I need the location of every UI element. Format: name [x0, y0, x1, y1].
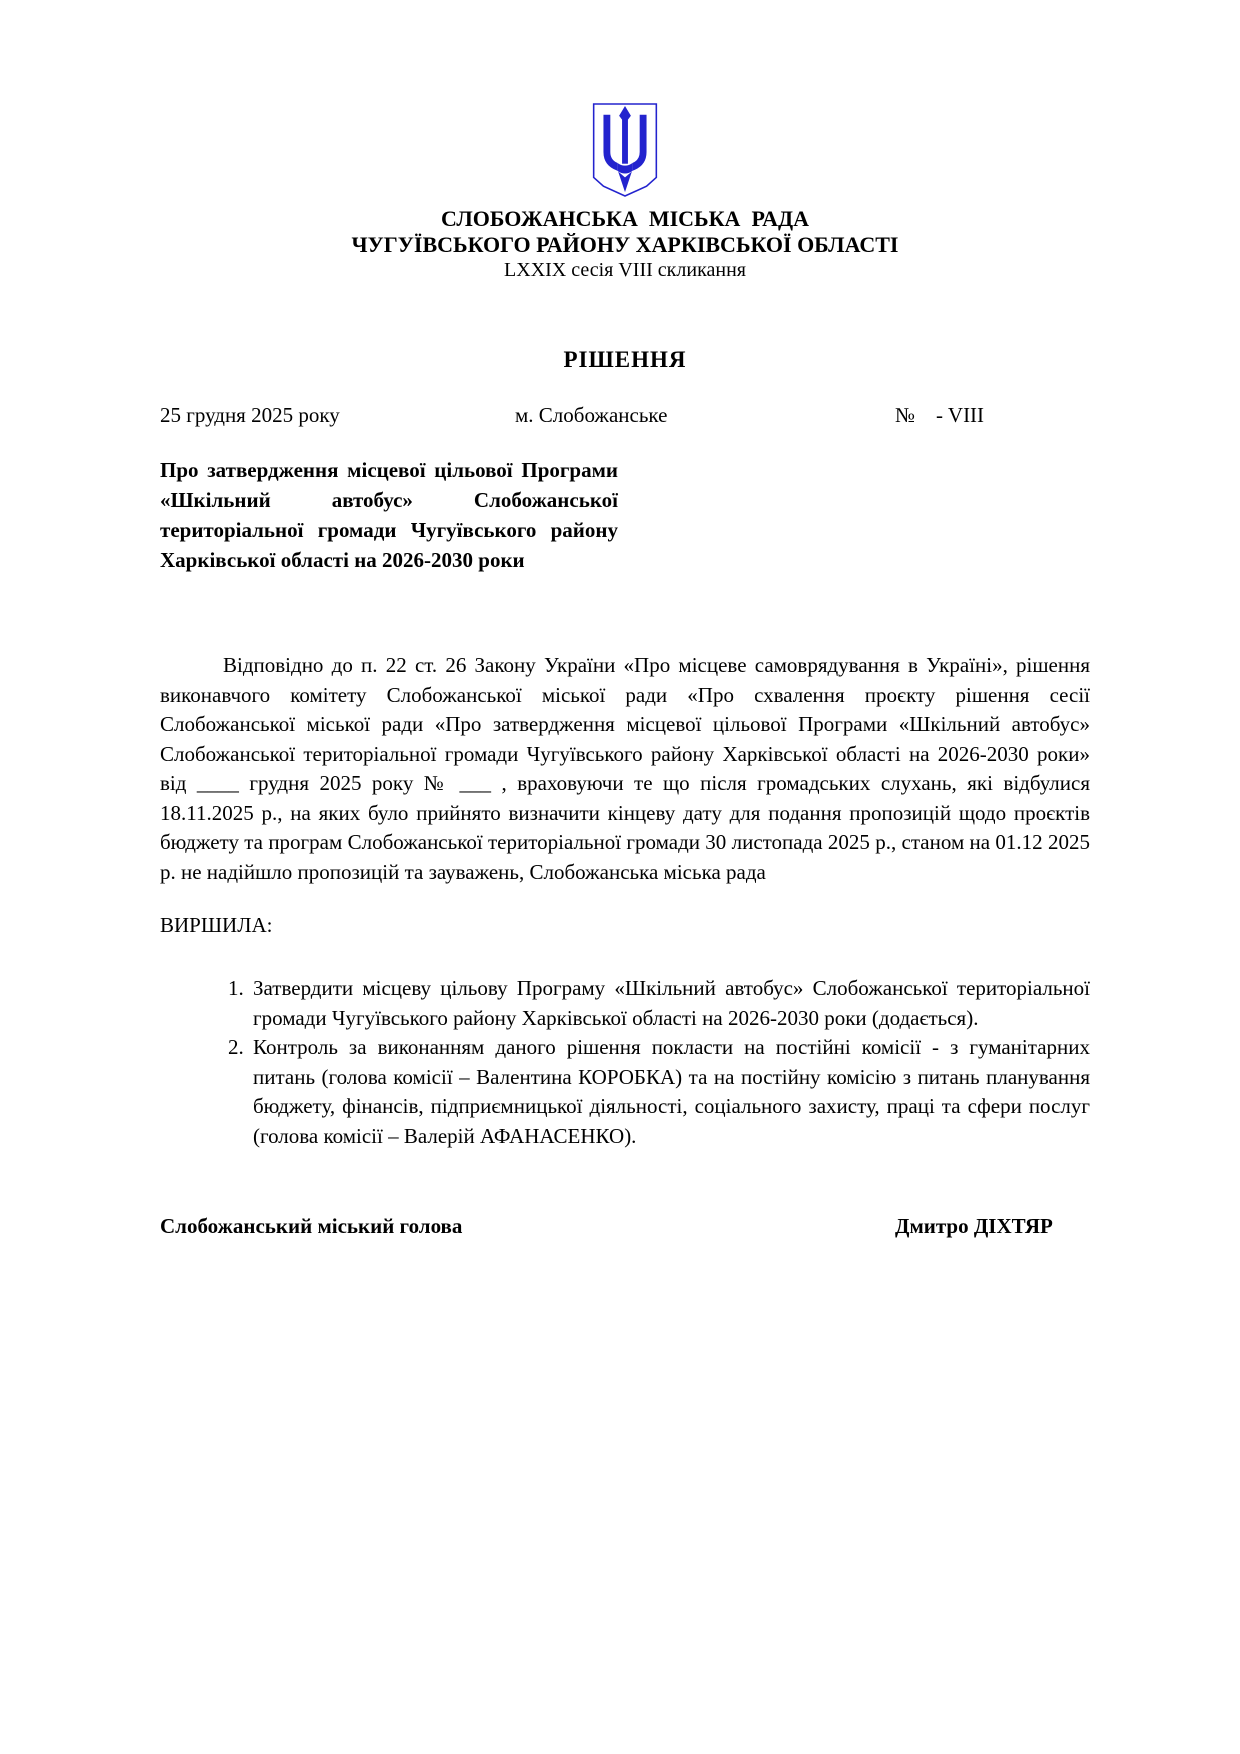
dateline-row [160, 402, 1090, 429]
list-item-text: Затвердити місцеву цільову Програму «Шкільний автобус» Слобожанської територіальної громади Чугуївського району Харківської області на 2026-2030 роки (додається). [253, 976, 1090, 1030]
document-place: м. Слобожанське [515, 403, 668, 427]
council-region: ЧУГУЇВСЬКОГО РАЙОНУ ХАРКІВСЬКОЇ ОБЛАСТІ [351, 232, 899, 257]
session-info: LXXIX сесія VIII скликання [504, 259, 746, 281]
document-number: № - VIII [895, 403, 985, 427]
list-item-text: Контроль за виконанням даного рішення покласти на постійні комісії - з гуманітарних питань (голова комісії – Валентина КОРОБКА) та на постійну комісію з питань планування бюджету, фінансів, підприємницької діяльності, соціального захисту, праці та сфери послуг (голова комісії – Валерій АФАНАСЕНКО). [253, 1035, 1090, 1148]
signer-name: Дмитро ДІХТЯР [895, 1214, 1053, 1238]
list-item [160, 1033, 1090, 1151]
signer-title: Слобожанський міський голова [160, 1214, 463, 1238]
subject-title: Про затвердження місцевої цільової Програми «Шкільний автобус» Слобожанської територіальної громади Чугуївського району Харківської області на 2026-2030 роки [160, 458, 618, 572]
signature-row [160, 1213, 1090, 1240]
list-item [160, 974, 1090, 1033]
council-name: СЛОБОЖАНСЬКА МІСЬКА РАДА [441, 206, 809, 231]
ukraine-trident-emblem-icon [584, 103, 666, 197]
document-type-title: РІШЕННЯ [563, 347, 687, 372]
document-date: 25 грудня 2025 року [160, 403, 340, 427]
resolution-items-list [160, 974, 1090, 1151]
body-paragraph: Відповідно до п. 22 ст. 26 Закону України «Про місцеве самоврядування в Україні», рішення виконавчого комітету Слобожанської міської ради «Про схвалення проєкту рішення сесії Слобожанської міської ради «Про затвердження місцевої цільової Програми «Шкільний автобус» Слобожанської територіальної громади Чугуївського району Харківської області на 2026-2030 роки» від ____ грудня 2025 року № ___ , враховуючи те що після громадських слухань, які відбулися 18.11.2025 р., на яких було прийнято визначити кінцеву дату для подання пропозицій щодо проєктів бюджету та програм Слобожанської територіальної громади 30 листопада 2025 р., станом на 01.12 2025 р. не надійшло пропозицій та зауважень, Слобожанська міська рада [160, 653, 1090, 884]
list-item-number: 2. [228, 1035, 244, 1059]
list-item-number: 1. [228, 976, 244, 1000]
organization-header [160, 206, 1090, 282]
resolved-label: ВИРШИЛА: [160, 913, 273, 937]
emblem-container [160, 103, 1090, 202]
